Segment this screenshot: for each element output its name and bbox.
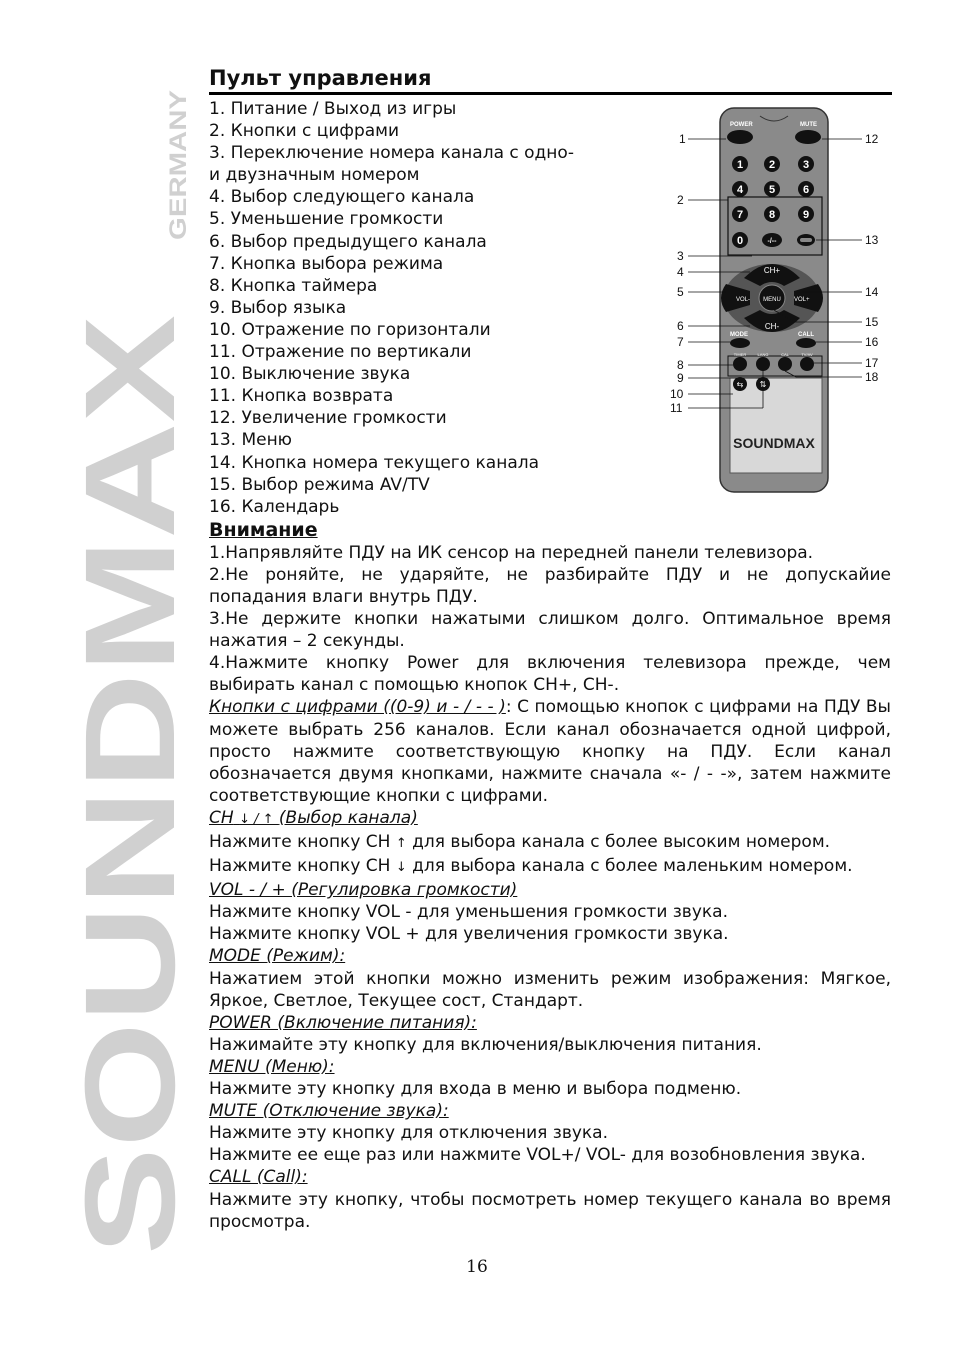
list-item: 10. Отражение по горизонтали <box>209 319 491 340</box>
function-list <box>209 98 609 518</box>
svg-text:5: 5 <box>768 184 776 196</box>
chup-label: CH+ <box>763 266 781 275</box>
svg-text:1: 1 <box>679 132 686 146</box>
svg-text:6: 6 <box>677 319 684 333</box>
list-item: 4. Выбор следующего канала <box>209 187 475 208</box>
flip-h-icon: ⇆ <box>736 380 744 389</box>
list-item: 7. Кнопка выбора режима <box>209 253 444 274</box>
digits-paragraph: Кнопки с цифрами ((0-9) и - / - - ): С помощью кнопок с цифрами на ПДУ Вы можете выбрать 256 каналов. Если канал обозначается одной цифрой, просто нажмите соответствующую кнопку на ПДУ. Если канал обозначается двумя кнопками, нажмите сначала «- / - -», затем нажмите соответствующие кнопки с цифрами. <box>209 697 891 806</box>
remote-control-diagram <box>664 100 894 500</box>
warning-num: 1. <box>209 542 226 563</box>
svg-text:2: 2 <box>768 159 776 171</box>
list-item: 8. Кнопка таймера <box>209 275 378 296</box>
list-item: 9. Выбор языка <box>209 297 347 318</box>
remote-brand: SOUNDMAX <box>733 435 815 451</box>
svg-text:8: 8 <box>677 358 684 372</box>
mode-text: Нажатием этой кнопки можно изменить режим изображения: Мягкое, Яркое, Светлое, Текущее сост, Стандарт. <box>209 968 891 1011</box>
svg-text:5: 5 <box>677 285 684 299</box>
ch-heading: CH ↓ / ↑ (Выбор канала) <box>209 807 418 828</box>
menu-heading: MENU (Меню): <box>209 1056 335 1077</box>
dash-label: -/-- <box>767 238 777 245</box>
warning-num: 3. <box>209 609 226 630</box>
mute-heading: MUTE (Отключение звука): <box>209 1101 449 1122</box>
list-item: 12. Увеличение громкости <box>209 408 447 429</box>
warning-num: 2. <box>209 564 226 585</box>
call-button <box>796 338 816 348</box>
flip-v-icon: ⇅ <box>759 380 767 389</box>
mute-text: Нажмите ее еще раз или нажмите VOL+/ VOL- для возобновления звука. <box>209 1145 866 1166</box>
svg-text:16: 16 <box>865 335 879 349</box>
svg-text:TV/AV: TV/AV <box>801 352 813 357</box>
warning-item: 4.Нажмите кнопку Power для включения телевизора прежде, чем выбирать канал с помощью кнопок CH+, CH-. <box>209 653 891 696</box>
svg-text:17: 17 <box>865 356 879 370</box>
soundmax-watermark <box>59 80 202 1260</box>
mute-label: MUTE <box>800 122 817 128</box>
chdown-label: CH- <box>764 322 780 331</box>
warning-item: 3.Не держите кнопки нажатыми слишком долго. Оптимальное время нажатия – 2 секунды. <box>209 609 891 652</box>
svg-text:LANG: LANG <box>757 352 769 357</box>
list-item: 1. Питание / Выход из игры <box>209 99 457 119</box>
power-label: POWER <box>730 122 753 128</box>
call-heading: CALL (Call): <box>209 1167 308 1188</box>
watermark-brand: SOUNDMAX <box>59 508 202 1255</box>
svg-text:12: 12 <box>865 132 879 146</box>
svg-text:3: 3 <box>802 159 810 171</box>
svg-text:TIMER: TIMER <box>733 352 747 357</box>
svg-text:9: 9 <box>677 371 684 385</box>
svg-text:6: 6 <box>802 184 810 196</box>
ch-up-line: Нажмите кнопку CH ↑ для выбора канала с более высоким номером. <box>209 832 831 852</box>
warning-heading: Внимание <box>209 518 318 541</box>
page-title: Пульт управления <box>209 62 892 95</box>
power-heading: POWER (Включение питания): <box>209 1012 477 1033</box>
power-button <box>727 130 753 144</box>
call-label: CALL <box>798 332 814 338</box>
volplus-label: VOL+ <box>794 297 810 303</box>
mode-heading: MODE (Режим): <box>209 946 346 967</box>
call-text: Нажмите эту кнопку, чтобы посмотреть номер текущего канала во время просмотра. <box>209 1189 891 1232</box>
menu-label: MENU <box>763 297 781 303</box>
digits-heading: Кнопки с цифрами ((0-9) и - / - - ) <box>209 697 506 718</box>
svg-text:9: 9 <box>802 209 810 221</box>
svg-text:15: 15 <box>865 315 879 329</box>
list-item: 5. Уменьшение громкости <box>209 209 444 230</box>
volminus-label: VOL- <box>736 297 751 303</box>
svg-text:14: 14 <box>865 285 879 299</box>
list-item: 13. Меню <box>209 430 292 451</box>
warning-item: 2.Не роняйте, не ударяйте, не разбирайте ПДУ и не допускайие попадания влаги внутрь ПДУ. <box>209 564 891 607</box>
vol-line: Нажмите кнопку VOL + для увеличения громкости звука. <box>209 924 729 945</box>
mode-button <box>730 338 750 348</box>
menu-text: Нажмите эту кнопку для входа в меню и выбора подменю. <box>209 1079 742 1100</box>
ch-down-line: Нажмите кнопку CH ↓ для выбора канала с более маленьким номером. <box>209 856 853 877</box>
arrow-down-icon: ↓ <box>395 860 407 876</box>
mute-button <box>795 130 821 144</box>
svg-text:11: 11 <box>670 401 683 415</box>
svg-text:8: 8 <box>768 209 776 221</box>
list-item: 11. Отражение по вертикали <box>209 342 472 363</box>
svg-text:4: 4 <box>736 184 744 196</box>
svg-text:18: 18 <box>865 370 879 384</box>
svg-text:CAL: CAL <box>781 352 789 357</box>
list-item: 16. Календарь <box>209 496 340 517</box>
svg-text:4: 4 <box>677 265 684 279</box>
list-item: 2. Кнопки с цифрами <box>209 121 400 142</box>
mode-label: MODE <box>730 332 748 338</box>
power-text: Нажимайте эту кнопку для включения/выключения питания. <box>209 1034 762 1055</box>
svg-text:2: 2 <box>677 193 684 207</box>
list-item: 3. Переключение номера канала с одно- <box>209 143 574 164</box>
svg-text:7: 7 <box>736 209 744 221</box>
list-item: и двузначным номером <box>209 165 420 186</box>
vol-heading: VOL - / + (Регулировка громкости) <box>209 880 518 901</box>
watermark-sub: GERMANY <box>165 117 192 240</box>
page-number: 16 <box>466 1257 488 1277</box>
vol-line: Нажмите кнопку VOL - для уменьшения громкости звука. <box>209 902 728 923</box>
svg-text:1: 1 <box>736 159 744 171</box>
ch-arrows-icon: ↓ / ↑ <box>239 811 274 827</box>
warning-num: 4. <box>209 653 226 674</box>
warning-item: 1.Напрявляйте ПДУ на ИК сенсор на передней панели телевизора. <box>209 542 814 563</box>
list-item: 14. Кнопка номера текущего канала <box>209 452 540 473</box>
svg-text:13: 13 <box>865 233 879 247</box>
svg-text:0: 0 <box>736 235 744 247</box>
svg-text:7: 7 <box>677 335 684 349</box>
arrow-up-icon: ↑ <box>395 836 407 851</box>
list-item: 15. Выбор режима AV/TV <box>209 474 430 495</box>
svg-text:3: 3 <box>677 249 684 263</box>
list-item: 11. Кнопка возврата <box>209 386 394 407</box>
mute-text: Нажмите эту кнопку для отключения звука. <box>209 1123 608 1144</box>
list-item: 10. Выключение звука <box>209 364 411 385</box>
list-item: 6. Выбор предыдущего канала <box>209 231 487 252</box>
svg-text:10: 10 <box>670 387 684 401</box>
